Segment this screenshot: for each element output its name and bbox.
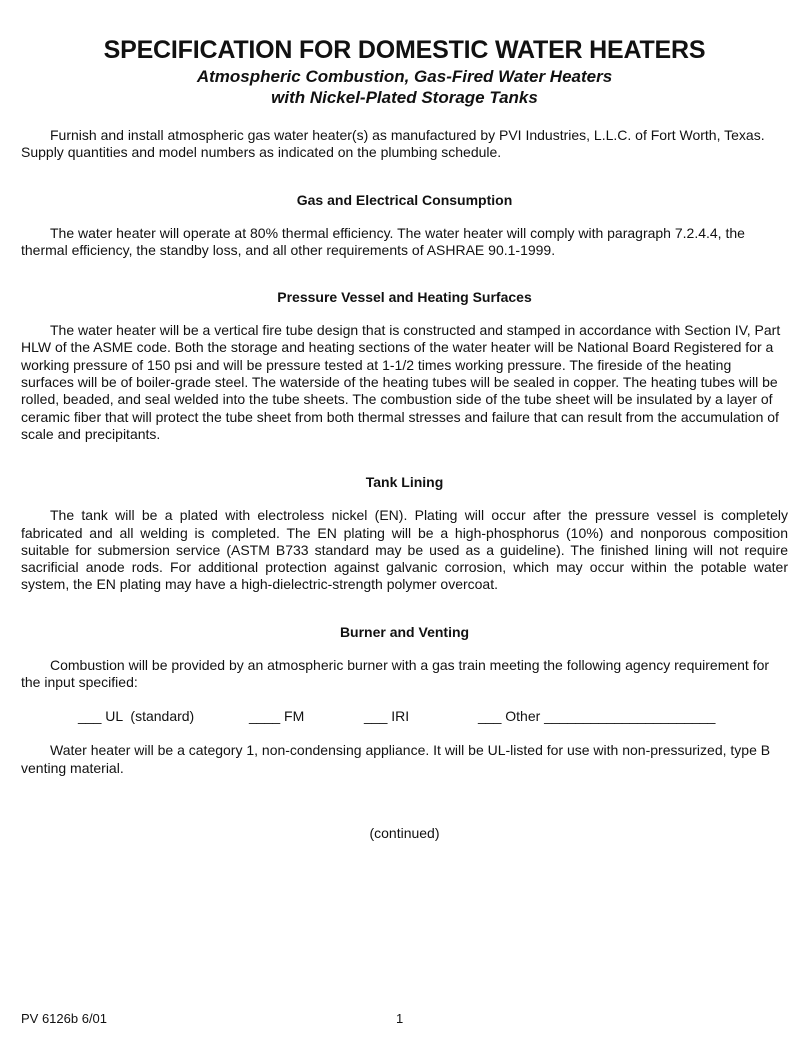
pressure-section-body: The water heater will be a vertical fire tube design that is constructed and stamped in accordance with Section IV, Part HLW of the ASME code. Both the storage and heating sections of the water heater will be National Board Registered for a working pressure of 150 psi and will be pressure tested at 1-1/2 times working pressure. The fireside of the heating surfaces will be of boiler-grade steel. The waterside of the heating tubes will be sealed in copper. The heating tubes will be rolled, beaded, and seal welded into the tube sheets. The combustion side of the tube sheet will be insulated by a layer of ceramic fiber that will protect the tube sheet from both thermal stresses and failure that can result from the accumulation of scale and precipitants.: [21, 322, 781, 442]
continued-note: (continued): [369, 824, 440, 841]
footer-doc-id: PV 6126b 6/01: [21, 1011, 108, 1026]
document-subtitle-line1: Atmospheric Combustion, Gas-Fired Water Heaters: [196, 67, 613, 86]
venting-paragraph: Water heater will be a category 1, non-condensing appliance. It will be UL-listed for use with non-pressurized, type B venting material.: [21, 742, 771, 776]
tank-section-heading: Tank Lining: [365, 474, 444, 491]
gas-section-body: The water heater will operate at 80% thermal efficiency. The water heater will comply with paragraph 7.2.4.4, the thermal efficiency, the standby loss, and all other requirements of ASHRAE 90.1-1999.: [21, 224, 745, 258]
option-ul[interactable]: ___ UL (standard): [78, 708, 195, 725]
tank-section-body: The tank will be a plated with electroless nickel (EN). Plating will occur after the pressure vessel is completely fabricated and all welding is completed. The EN plating will be a high-phosphorus (10%) and nonporous composition suitable for submersion service (ASTM B733 standard may be used as a guideline). The finished lining will not require sacrificial anode rods. For additional protection against galvanic corrosion, which may occur within the potable water system, the EN plating may have a high-dielectric-strength polymer overcoat.: [21, 507, 788, 593]
pressure-section-heading: Pressure Vessel and Heating Surfaces: [277, 289, 532, 306]
burner-section-body: Combustion will be provided by an atmospheric burner with a gas train meeting the following agency requirement for the input specified:: [21, 656, 770, 691]
option-fm[interactable]: ____ FM: [249, 708, 305, 725]
footer-page-number: 1: [396, 1011, 404, 1026]
option-iri[interactable]: ___ IRI: [364, 708, 410, 725]
agency-options-row: [21, 708, 788, 725]
option-other[interactable]: ___ Other ______________________: [478, 708, 716, 725]
document-page: [21, 36, 788, 842]
intro-paragraph: Furnish and install atmospheric gas water heater(s) as manufactured by PVI Industries, L.L.C. of Fort Worth, Texas. Supply quantities and model numbers as indicated on the plumbing schedule.: [21, 127, 765, 161]
document-title: SPECIFICATION FOR DOMESTIC WATER HEATERS: [103, 36, 706, 64]
burner-section-heading: Burner and Venting: [339, 623, 470, 640]
document-subtitle-line2: with Nickel-Plated Storage Tanks: [271, 88, 538, 107]
gas-section-heading: Gas and Electrical Consumption: [296, 191, 513, 208]
